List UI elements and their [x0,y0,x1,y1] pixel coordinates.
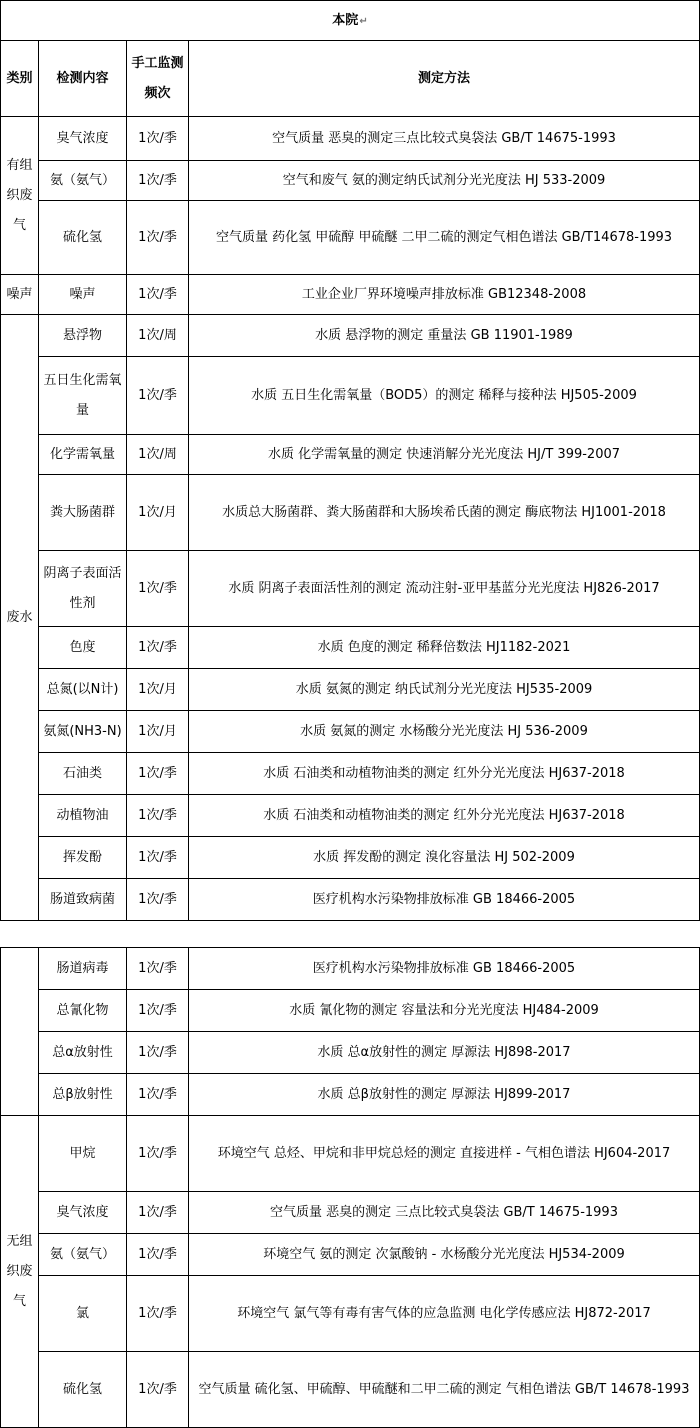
item-cell: 五日生化需氧量 [39,357,127,435]
method-cell: 医疗机构水污染物排放标准 GB 18466-2005 [189,879,700,921]
freq-cell: 1次/季 [127,161,189,201]
table-row [1,795,700,837]
freq-cell: 1次/季 [127,201,189,275]
item-cell: 臭气浓度 [39,117,127,161]
item-cell: 肠道病毒 [39,948,127,990]
freq-cell: 1次/季 [127,1276,189,1352]
freq-cell: 1次/季 [127,275,189,315]
item-cell: 氨（氨气） [39,1234,127,1276]
category-cell: 废水 [1,315,39,921]
freq-cell: 1次/季 [127,753,189,795]
method-cell: 工业企业厂界环境噪声排放标准 GB12348-2008 [189,275,700,315]
method-cell: 水质 总α放射性的测定 厚源法 HJ898-2017 [189,1032,700,1074]
table-row [1,1352,700,1428]
freq-cell: 1次/季 [127,837,189,879]
item-cell: 甲烷 [39,1116,127,1192]
table-row [1,990,700,1032]
item-cell: 悬浮物 [39,315,127,357]
table-row [1,117,700,161]
freq-cell: 1次/季 [127,795,189,837]
freq-cell: 1次/季 [127,948,189,990]
title-text: 本院 [332,12,359,28]
item-cell: 臭气浓度 [39,1192,127,1234]
method-cell: 空气和废气 氨的测定纳氏试剂分光光度法 HJ 533-2009 [189,161,700,201]
method-cell: 水质 色度的测定 稀释倍数法 HJ1182-2021 [189,627,700,669]
category-cell: 噪声 [1,275,39,315]
item-cell: 肠道致病菌 [39,879,127,921]
table-title [1,1,700,41]
item-cell: 阴离子表面活性剂 [39,551,127,627]
item-cell: 硫化氢 [39,201,127,275]
table-row [1,1192,700,1234]
item-cell: 总氰化物 [39,990,127,1032]
category-cell [1,948,39,1116]
freq-cell: 1次/季 [127,1116,189,1192]
method-cell: 空气质量 药化氢 甲硫醇 甲硫醚 二甲二硫的测定气相色谱法 GB/T14678-1993 [189,201,700,275]
method-cell: 水质 阴离子表面活性剂的测定 流动注射-亚甲基蓝分光光度法 HJ826-2017 [189,551,700,627]
method-cell: 环境空气 氯气等有毒有害气体的应急监测 电化学传感应法 HJ872-2017 [189,1276,700,1352]
header-freq: 手工监测频次 [127,41,189,117]
item-cell: 挥发酚 [39,837,127,879]
freq-cell: 1次/季 [127,117,189,161]
method-cell: 医疗机构水污染物排放标准 GB 18466-2005 [189,948,700,990]
method-cell: 水质总大肠菌群、粪大肠菌群和大肠埃希氏菌的测定 酶底物法 HJ1001-2018 [189,475,700,551]
item-cell: 氨（氨气） [39,161,127,201]
table-row [1,551,700,627]
header-method: 测定方法 [189,41,700,117]
table-row [1,1074,700,1116]
method-cell: 水质 氨氮的测定 纳氏试剂分光光度法 HJ535-2009 [189,669,700,711]
method-cell: 水质 石油类和动植物油类的测定 红外分光光度法 HJ637-2018 [189,753,700,795]
table-row [1,357,700,435]
table-row [1,1116,700,1192]
item-cell: 化学需氧量 [39,435,127,475]
table-row [1,711,700,753]
table-body-part1 [1,117,700,921]
freq-cell: 1次/季 [127,357,189,435]
method-cell: 水质 石油类和动植物油类的测定 红外分光光度法 HJ637-2018 [189,795,700,837]
item-cell: 氨氮(NH3-N) [39,711,127,753]
table-row [1,201,700,275]
category-cell: 无组织废气 [1,1116,39,1428]
freq-cell: 1次/周 [127,315,189,357]
method-cell: 水质 悬浮物的测定 重量法 GB 11901-1989 [189,315,700,357]
item-cell: 色度 [39,627,127,669]
freq-cell: 1次/季 [127,1352,189,1428]
freq-cell: 1次/月 [127,475,189,551]
table-row [1,1032,700,1074]
freq-cell: 1次/季 [127,1192,189,1234]
freq-cell: 1次/季 [127,990,189,1032]
item-cell: 石油类 [39,753,127,795]
header-item: 检测内容 [39,41,127,117]
freq-cell: 1次/季 [127,879,189,921]
table-row [1,1276,700,1352]
table-row [1,315,700,357]
item-cell: 噪声 [39,275,127,315]
method-cell: 环境空气 总烃、甲烷和非甲烷总烃的测定 直接进样 - 气相色谱法 HJ604-2017 [189,1116,700,1192]
method-cell: 空气质量 恶臭的测定 三点比较式臭袋法 GB/T 14675-1993 [189,1192,700,1234]
freq-cell: 1次/季 [127,627,189,669]
item-cell: 动植物油 [39,795,127,837]
item-cell: 硫化氢 [39,1352,127,1428]
item-cell: 粪大肠菌群 [39,475,127,551]
table-row [1,837,700,879]
freq-cell: 1次/季 [127,1234,189,1276]
method-cell: 空气质量 恶臭的测定三点比较式臭袋法 GB/T 14675-1993 [189,117,700,161]
method-cell: 环境空气 氨的测定 次氯酸钠 - 水杨酸分光光度法 HJ534-2009 [189,1234,700,1276]
table-body-part2 [1,948,700,1428]
method-cell: 水质 氨氮的测定 水杨酸分光光度法 HJ 536-2009 [189,711,700,753]
header-category: 类别 [1,41,39,117]
freq-cell: 1次/季 [127,551,189,627]
table-row [1,275,700,315]
table-row [1,669,700,711]
table-row [1,435,700,475]
table-row [1,161,700,201]
method-cell: 水质 挥发酚的测定 溴化容量法 HJ 502-2009 [189,837,700,879]
freq-cell: 1次/季 [127,1032,189,1074]
method-cell: 水质 五日生化需氧量（BOD5）的测定 稀释与接种法 HJ505-2009 [189,357,700,435]
method-cell: 水质 氰化物的测定 容量法和分光光度法 HJ484-2009 [189,990,700,1032]
table-row [1,1234,700,1276]
item-cell: 总氮(以N计) [39,669,127,711]
freq-cell: 1次/季 [127,1074,189,1116]
paragraph-mark: ↵ [359,15,368,27]
category-cell: 有组织废气 [1,117,39,275]
table-row [1,475,700,551]
table-row [1,879,700,921]
table-row [1,948,700,990]
monitoring-table-part2 [0,947,700,1428]
method-cell: 水质 化学需氧量的测定 快速消解分光光度法 HJ/T 399-2007 [189,435,700,475]
table-row [1,753,700,795]
method-cell: 水质 总β放射性的测定 厚源法 HJ899-2017 [189,1074,700,1116]
item-cell: 总β放射性 [39,1074,127,1116]
freq-cell: 1次/周 [127,435,189,475]
freq-cell: 1次/月 [127,669,189,711]
item-cell: 氯 [39,1276,127,1352]
method-cell: 空气质量 硫化氢、甲硫醇、甲硫醚和二甲二硫的测定 气相色谱法 GB/T 14678-1993 [189,1352,700,1428]
freq-cell: 1次/月 [127,711,189,753]
item-cell: 总α放射性 [39,1032,127,1074]
table-row [1,627,700,669]
